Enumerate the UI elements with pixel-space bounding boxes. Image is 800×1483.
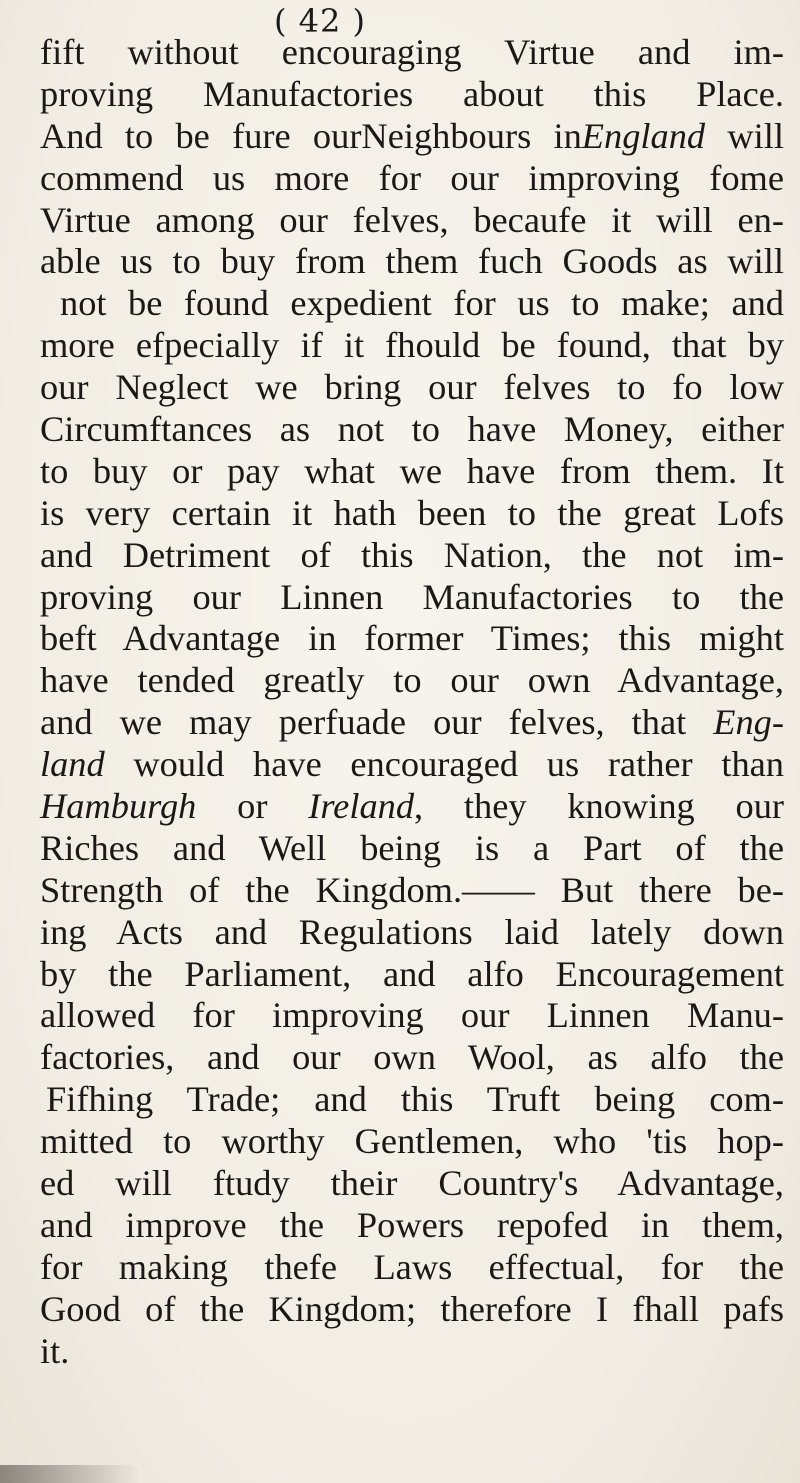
text-line: able us to buy from them fuch Goods as will (40, 241, 784, 282)
text-line (40, 116, 784, 158)
text-line: proving Manufactories about this Place. (40, 73, 784, 114)
text-line: mitted to worthy Gentlemen, who 'tis hop- (40, 1121, 784, 1162)
text-line: fift without encouraging Virtue and im- (40, 32, 784, 72)
text-line: more efpecially if it fhould be found, that by (40, 325, 784, 366)
text-line: it. (40, 1330, 70, 1371)
text-line: to buy or pay what we have from them. It (40, 450, 784, 491)
text-line: ed will ftudy their Country's Advantage, (40, 1163, 784, 1204)
text-line: Riches and Well being is a Part of the (40, 827, 784, 868)
page-edge-smudge (0, 1465, 140, 1483)
text-line: for making thefe Laws effectual, for the (40, 1246, 784, 1287)
text-line (40, 786, 784, 828)
text-line: Circumftances as not to have Money, either (40, 409, 784, 450)
text-segment: or (196, 786, 309, 827)
text-line: allowed for improving our Linnen Manu- (40, 995, 784, 1036)
text-line: Good of the Kingdom; therefore I fhall pafs (40, 1288, 784, 1329)
text-line: Virtue among our felves, becaufe it will en- (40, 199, 784, 240)
text-line: Fifhing Trade; and this Truft being com- (46, 1079, 784, 1120)
body-text (40, 32, 784, 1373)
text-line: our Neglect we bring our felves to fo low (40, 367, 784, 408)
text-segment: And to be fure ourNeighbours in (40, 115, 582, 156)
text-line: not be found expedient for us to make; and (60, 283, 784, 324)
text-line: commend us more for our improving fome (40, 157, 784, 198)
italic-place-name: Hamburgh (40, 786, 197, 827)
text-line (40, 702, 784, 744)
text-line: Strength of the Kingdom.—— But there be- (40, 869, 784, 910)
text-line: by the Parliament, and alfo Encouragement (40, 953, 784, 994)
text-line: and Detriment of this Nation, the not im- (40, 534, 784, 575)
text-line: have tended greatly to our own Advantage, (40, 660, 784, 701)
italic-place-name: Eng- (713, 702, 784, 743)
text-segment: will (705, 115, 784, 156)
text-segment: would have encouraged us rather than (104, 744, 784, 785)
text-segment: and we may perfuade our felves, that (40, 702, 714, 743)
italic-place-name: England (581, 115, 706, 156)
text-segment: , they knowing our (414, 786, 785, 827)
text-line: ing Acts and Regulations laid lately down (40, 911, 784, 952)
italic-place-name: land (40, 744, 105, 785)
text-line: proving our Linnen Manufactories to the (40, 576, 784, 617)
text-line: beft Advantage in former Times; this might (40, 618, 784, 659)
text-line (40, 744, 784, 786)
italic-place-name: Ireland (308, 786, 415, 827)
text-line: factories, and our own Wool, as alfo the (40, 1037, 784, 1078)
text-line: and improve the Powers repofed in them, (40, 1204, 784, 1245)
text-line: is very certain it hath been to the great Lofs (40, 492, 784, 533)
page-number: ( 42 ) (273, 2, 367, 40)
